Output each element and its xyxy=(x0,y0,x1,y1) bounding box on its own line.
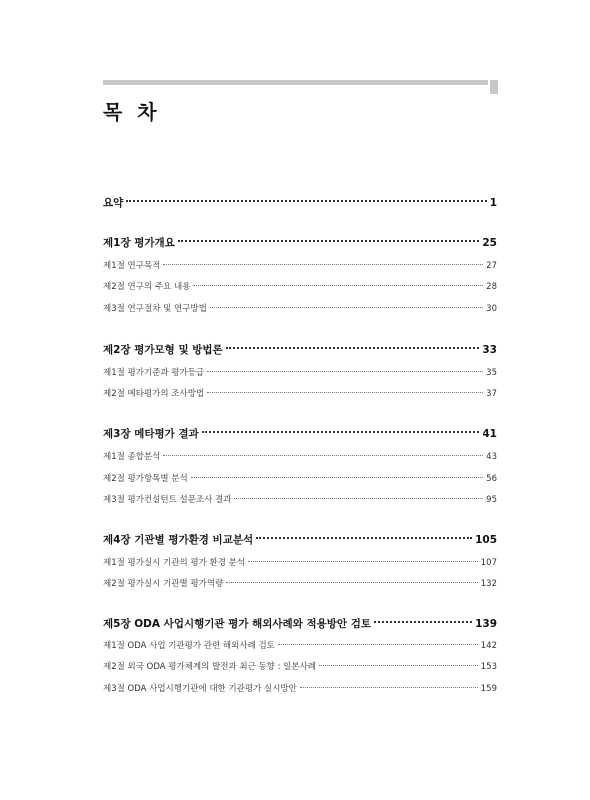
leader-dots xyxy=(374,621,472,623)
toc-label: 제1절 평가기준과 평가등급 xyxy=(103,368,205,378)
toc-label: 제2절 외국 ODA 평가체계의 발전과 최근 동향 : 일본사례 xyxy=(103,662,317,672)
toc-entry-section[interactable] xyxy=(103,556,497,568)
toc-page-number: 1 xyxy=(489,197,497,209)
page-title: 목 차 xyxy=(103,100,161,124)
header-rule-tab xyxy=(490,80,498,94)
leader-dots xyxy=(319,665,478,666)
toc-entry-section[interactable] xyxy=(103,259,497,271)
toc-label: 제2절 연구의 주요 내용 xyxy=(103,282,191,292)
toc-page-number: 41 xyxy=(482,428,497,440)
toc-page-number: 153 xyxy=(480,662,497,672)
toc-label: 제1절 종합분석 xyxy=(103,452,161,462)
leader-dots xyxy=(126,200,486,202)
leader-dots xyxy=(210,307,483,308)
toc-page-number: 132 xyxy=(480,579,497,589)
toc-label: 제2절 평가항목별 분석 xyxy=(103,474,188,484)
toc-page-number: 27 xyxy=(486,261,497,271)
leader-dots xyxy=(278,644,478,645)
toc-label: 제3절 평가컨설턴트 설문조사 결과 xyxy=(103,495,232,505)
toc-label: 제3절 연구절차 및 연구방법 xyxy=(103,304,207,314)
toc-page-number: 30 xyxy=(486,304,497,314)
toc-label: 제1절 평가실시 기관의 평가 환경 분석 xyxy=(103,558,246,568)
toc-entry-section[interactable] xyxy=(103,280,497,292)
toc-page-number: 43 xyxy=(486,452,497,462)
leader-dots xyxy=(226,347,480,349)
toc-entry-summary[interactable] xyxy=(103,195,497,210)
leader-dots xyxy=(256,537,472,539)
toc-entry-section[interactable] xyxy=(103,493,497,505)
toc-entry-section[interactable] xyxy=(103,682,497,694)
toc-label: 제2절 평가실시 기관별 평가역량 xyxy=(103,579,224,589)
toc-entry-section[interactable] xyxy=(103,472,497,484)
toc-label: 제2절 메타평가의 조사방법 xyxy=(103,389,205,399)
toc-page-number: 159 xyxy=(480,684,497,694)
toc-entry-section[interactable] xyxy=(103,302,497,314)
toc-page-number: 28 xyxy=(486,282,497,292)
leader-dots xyxy=(163,455,483,456)
toc-page-number: 56 xyxy=(486,474,497,484)
toc-label: 요약 xyxy=(103,197,124,209)
leader-dots xyxy=(207,371,483,372)
toc-label: 제3장 메타평가 결과 xyxy=(103,428,199,440)
toc-label: 제2장 평가모형 및 방법론 xyxy=(103,344,223,356)
toc-label: 제1장 평가개요 xyxy=(103,237,175,249)
toc-page-number: 33 xyxy=(482,344,497,356)
toc-label: 제1절 연구목적 xyxy=(103,261,161,271)
leader-dots xyxy=(234,498,483,499)
toc-label: 제5장 ODA 사업시행기관 평가 해외사례와 적용방안 검토 xyxy=(103,618,372,630)
toc-page-number: 37 xyxy=(486,389,497,399)
toc-page-number: 107 xyxy=(480,558,497,568)
leader-dots xyxy=(226,582,478,583)
toc-page-number: 95 xyxy=(486,495,497,505)
toc-entry-chapter-2[interactable] xyxy=(103,342,497,357)
toc-label: 제1절 ODA 사업 기관평가 관련 해외사례 검토 xyxy=(103,641,275,651)
toc-entry-section[interactable] xyxy=(103,387,497,399)
toc-page-number: 139 xyxy=(475,618,497,630)
toc-entry-chapter-5[interactable] xyxy=(103,616,497,631)
leader-dots xyxy=(300,687,478,688)
toc-entry-section[interactable] xyxy=(103,450,497,462)
toc-label: 제4장 기관별 평가환경 비교분석 xyxy=(103,534,254,546)
leader-dots xyxy=(207,392,483,393)
leader-dots xyxy=(202,431,480,433)
toc-page-number: 142 xyxy=(480,641,497,651)
toc-entry-section[interactable] xyxy=(103,639,497,651)
toc-page-number: 35 xyxy=(486,368,497,378)
toc-entry-chapter-4[interactable] xyxy=(103,532,497,547)
toc-entry-section[interactable] xyxy=(103,660,497,672)
toc-entry-chapter-1[interactable] xyxy=(103,235,497,250)
toc-page-number: 25 xyxy=(482,237,497,249)
leader-dots xyxy=(163,264,483,265)
toc-page-number: 105 xyxy=(475,534,497,546)
leader-dots xyxy=(248,561,478,562)
toc-label: 제3절 ODA 사업시행기관에 대한 기관평가 실시방안 xyxy=(103,684,297,694)
leader-dots xyxy=(193,285,483,286)
leader-dots xyxy=(191,477,483,478)
toc-entry-chapter-3[interactable] xyxy=(103,426,497,441)
toc-entry-section[interactable] xyxy=(103,366,497,378)
header-rule xyxy=(103,80,488,85)
toc-entry-section[interactable] xyxy=(103,577,497,589)
leader-dots xyxy=(178,240,480,242)
